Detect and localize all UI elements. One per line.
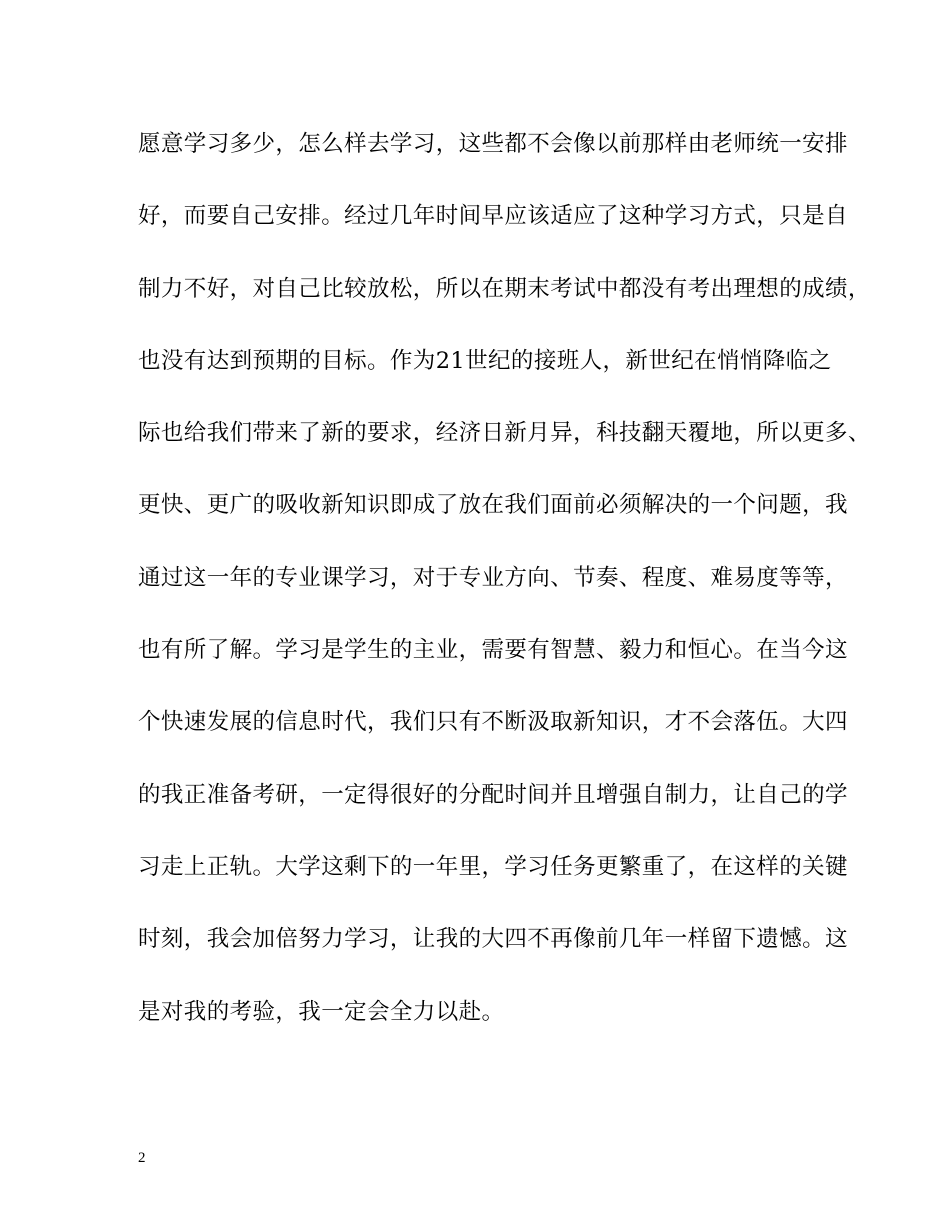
text-line: 也没有达到预期的目标。作为21世纪的接班人，新世纪在悄悄降临之 [138,347,832,374]
text-line: 愿意学习多少，怎么样去学习，这些都不会像以前那样由老师统一安排 [138,131,848,157]
text-line: 是对我的考验，我一定会全力以赴。 [138,998,505,1025]
text-line: 更快、更广的吸收新知识即成了放在我们面前必须解决的一个问题，我 [138,492,848,519]
text-line: 也有所了解。学习是学生的主业，需要有智慧、毅力和恒心。在当今这 [138,637,848,664]
text-line: 际也给我们带来了新的要求，经济日新月异，科技翻天覆地，所以更多、 [138,420,871,447]
text-line: 时刻，我会加倍努力学习，让我的大四不再像前几年一样留下遗憾。这 [138,926,848,953]
text-line: 习走上正轨。大学这剩下的一年里，学习任务更繁重了，在这样的关键 [138,853,848,880]
page-number: 2 [138,1150,146,1166]
text-line: 的我正准备考研，一定得很好的分配时间并且增强自制力，让自己的学 [138,781,848,808]
text-line: 好，而要自己安排。经过几年时间早应该适应了这种学习方式，只是自 [138,203,848,230]
text-line: 通过这一年的专业课学习，对于专业方向、节奏、程度、难易度等等， [138,564,848,591]
text-line: 个快速发展的信息时代，我们只有不断汲取新知识，才不会落伍。大四 [138,709,848,736]
body-paragraph [138,120,871,1060]
text-line: 制力不好，对自己比较放松，所以在期末考试中都没有考出理想的成绩， [138,275,871,302]
